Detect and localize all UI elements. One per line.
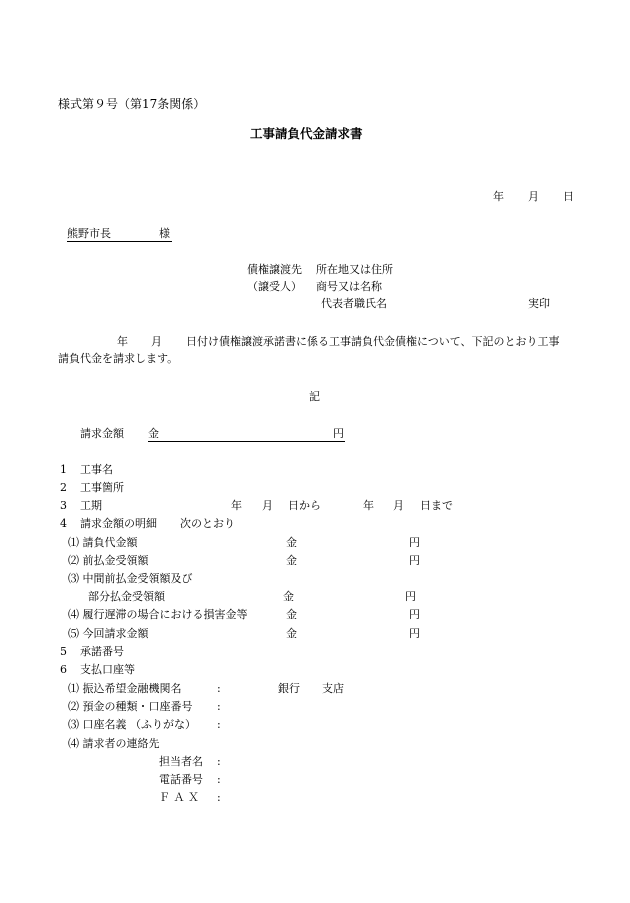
detail-en: 円 (409, 627, 420, 640)
item-number: 5 (60, 645, 67, 658)
item-claim-breakdown-note: 次のとおり (180, 517, 235, 530)
payment-account-name-label: ⑶ 口座名義 （ふりがな） (68, 718, 196, 731)
body-year: 年 (117, 335, 128, 348)
item-number: 3 (60, 499, 67, 512)
item-period: 工期 (80, 499, 102, 512)
addressee-honorific: 様 (159, 227, 170, 240)
item-number: 6 (60, 663, 67, 676)
detail-kin: 金 (283, 590, 294, 603)
item-number: 1 (60, 463, 67, 476)
detail-kin: 金 (286, 627, 297, 640)
addressee-line (67, 227, 172, 242)
ki-heading: 記 (309, 390, 320, 403)
claim-amount-line (148, 427, 345, 442)
branch-label: 支店 (322, 682, 344, 695)
assignee-sub-label: （譲受人） (247, 280, 302, 293)
period-day-to: 日まで (420, 499, 453, 512)
assignee-label: 債権譲渡先 (247, 263, 302, 276)
detail-en: 円 (409, 536, 420, 549)
body-line1: 日付け債権譲渡承諾書に係る工事請負代金債権について、下記のとおり工事 (186, 335, 560, 348)
period-day-from: 日から (288, 499, 321, 512)
period-month-to: 月 (393, 499, 404, 512)
item-construction-name: 工事名 (80, 463, 113, 476)
bank-label: 銀行 (278, 682, 300, 695)
detail-kin: 金 (286, 554, 297, 567)
detail-en: 円 (405, 590, 416, 603)
contact-fax-label: Ｆ Ａ Ｘ (159, 791, 199, 804)
payment-bank-label: ⑴ 振込希望金融機関名 (68, 682, 182, 695)
detail-advance-received: ⑵ 前払金受領額 (68, 554, 149, 567)
detail-contract-amount: ⑴ 請負代金額 (68, 536, 138, 549)
contact-person-label: 担当者名 (159, 755, 203, 768)
document-title: 工事請負代金請求書 (250, 126, 363, 141)
payment-account-type-label: ⑵ 預金の種類・口座番号 (68, 700, 193, 713)
claimant-contact-label: ⑷ 請求者の連絡先 (68, 737, 160, 750)
item-payment-account: 支払口座等 (80, 663, 135, 676)
item-claim-breakdown: 請求金額の明細 (80, 517, 157, 530)
period-year-to: 年 (363, 499, 374, 512)
body-line2: 請負代金を請求します。 (58, 352, 179, 365)
contact-phone-label: 電話番号 (159, 773, 203, 786)
address-label: 所在地又は住所 (316, 263, 393, 276)
seal-label: 実印 (528, 297, 550, 310)
representative-label: 代表者職氏名 (321, 297, 387, 310)
colon: : (217, 700, 221, 713)
detail-interim-advance: ⑶ 中間前払金受領額及び (68, 572, 193, 585)
detail-kin: 金 (286, 608, 297, 621)
company-name-label: 商号又は名称 (316, 280, 382, 293)
item-construction-site: 工事箇所 (80, 481, 124, 494)
colon: : (217, 718, 221, 731)
detail-en: 円 (409, 554, 420, 567)
date-day: 日 (563, 190, 574, 203)
claim-label: 請求金額 (80, 427, 124, 440)
claim-kin: 金 (148, 427, 159, 440)
addressee-name: 熊野市長 (67, 227, 111, 240)
period-month-from: 月 (262, 499, 273, 512)
colon: : (217, 791, 221, 804)
item-approval-number: 承諾番号 (80, 645, 124, 658)
item-number: 4 (60, 517, 67, 530)
claim-en: 円 (333, 427, 344, 440)
detail-en: 円 (409, 608, 420, 621)
date-year: 年 (493, 190, 504, 203)
period-year-from: 年 (231, 499, 242, 512)
colon: : (217, 773, 221, 786)
form-number: 様式第９号（第17条関係） (58, 97, 206, 111)
detail-partial-payment: 部分払金受領額 (88, 590, 165, 603)
detail-current-claim: ⑸ 今回請求金額 (68, 627, 149, 640)
colon: : (217, 682, 221, 695)
detail-delay-damages: ⑷ 履行遅滞の場合における損害金等 (68, 608, 248, 621)
colon: : (217, 755, 221, 768)
date-month: 月 (528, 190, 539, 203)
detail-kin: 金 (286, 536, 297, 549)
body-month: 月 (151, 335, 162, 348)
item-number: 2 (60, 481, 67, 494)
